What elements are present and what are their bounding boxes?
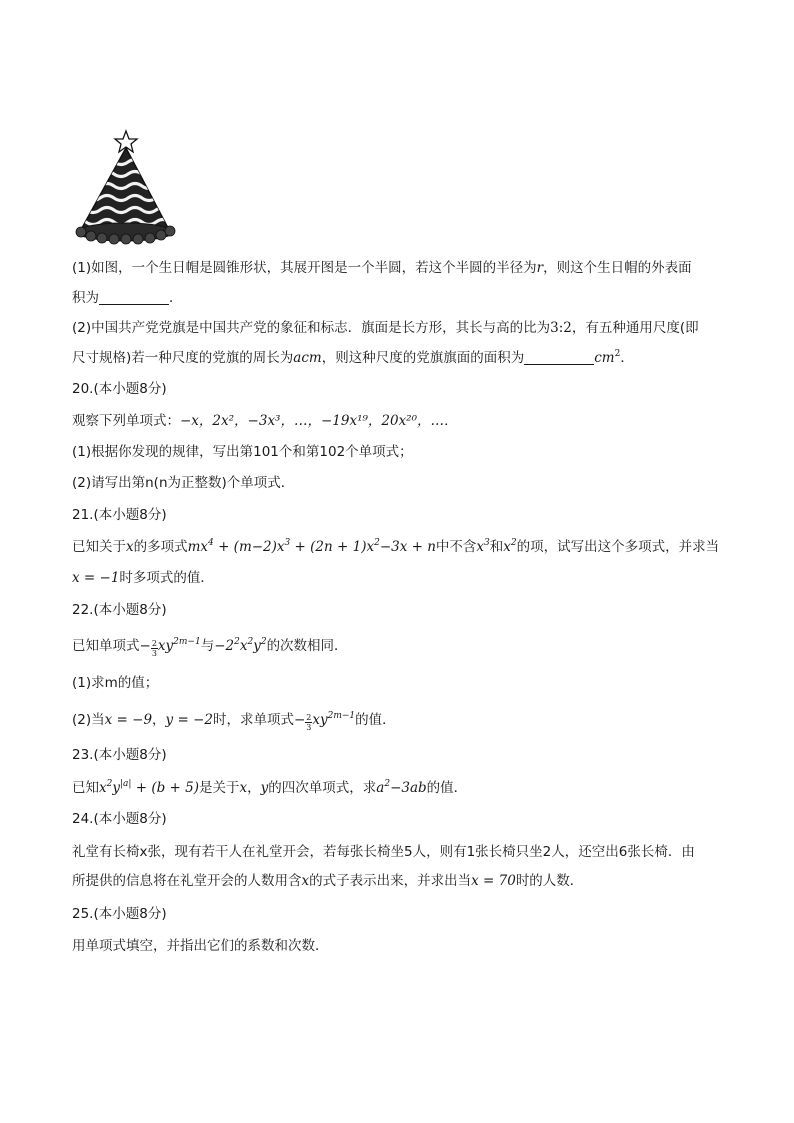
q21-line1: 已知关于x的多项式$mx^4 + (m-2)x^3 + (2n + 1)x^2-3x + n$中不含$x^3$和$x^2$的项，试写出这个多项式，并求当	[72, 538, 720, 555]
answer-blank	[524, 350, 594, 365]
q20-header: 20.(本小题8分)	[72, 381, 167, 397]
q22-stem: 已知单项式− $\frac{2}{3}$ $xy^{2m-1}$与$-2^2x^2y^2$的次数相同．	[72, 637, 348, 658]
q22-header: 22.(本小题8分)	[72, 602, 167, 618]
q19-part2-line1: (2)中国共产党党旗是中国共产党的象征和标志．旗面是长方形，其长与高的比为3:2，有五种通用尺度(即	[72, 320, 699, 336]
q24-line2: 所提供的信息将在礼堂开会的人数用含x的式子表示出来，并求出当x = 70时的人数．	[72, 873, 584, 889]
q19-part2-line2: 尺寸规格)若一种尺度的党旗的周长为acm，则这种尺度的党旗旗面的面积为 $cm^2$．	[72, 349, 634, 366]
q19-part1-line2: 积为 ．	[72, 290, 183, 306]
q24-header: 24.(本小题8分)	[72, 811, 167, 827]
q20-stem: 观察下列单项式：−x，2x²，−3x³，…，−19x¹⁹，20x²⁰，…．	[72, 413, 458, 429]
q22-sub2: (2)当x = −9，y = −2时，求单项式− $\frac{2}{3}$ $xy^{2m-1}$的值．	[72, 711, 396, 732]
q22-sub1: (1)求m的值；	[72, 675, 159, 691]
q24-line1: 礼堂有长椅x张，现有若干人在礼堂开会，若每张长椅坐5人，则有1张长椅只坐2人，还空出6张长椅．由	[72, 844, 695, 860]
q20-sub2: (2)请写出第n(n为正整数)个单项式．	[72, 475, 295, 491]
answer-blank	[99, 290, 169, 305]
q25-header: 25.(本小题8分)	[72, 906, 167, 922]
q23-header: 23.(本小题8分)	[72, 747, 167, 763]
q19-part1-line1: (1)如图，一个生日帽是圆锥形状，其展开图是一个半圆，若这个半圆的半径为r，则这个生日帽的外表面	[72, 260, 692, 276]
q21-header: 21.(本小题8分)	[72, 507, 167, 523]
q21-line2: x = −1时多项式的值．	[72, 570, 214, 586]
q20-sub1: (1)根据你发现的规律，写出第101个和第102个单项式；	[72, 444, 413, 460]
birthday-hat-figure	[72, 128, 182, 248]
q23-stem: 已知$x^2y^{|a|} + (b + 5)$是关于x，y的四次单项式，求$a^2-3ab$的值．	[72, 779, 468, 796]
q25-stem: 用单项式填空，并指出它们的系数和次数．	[72, 938, 329, 954]
